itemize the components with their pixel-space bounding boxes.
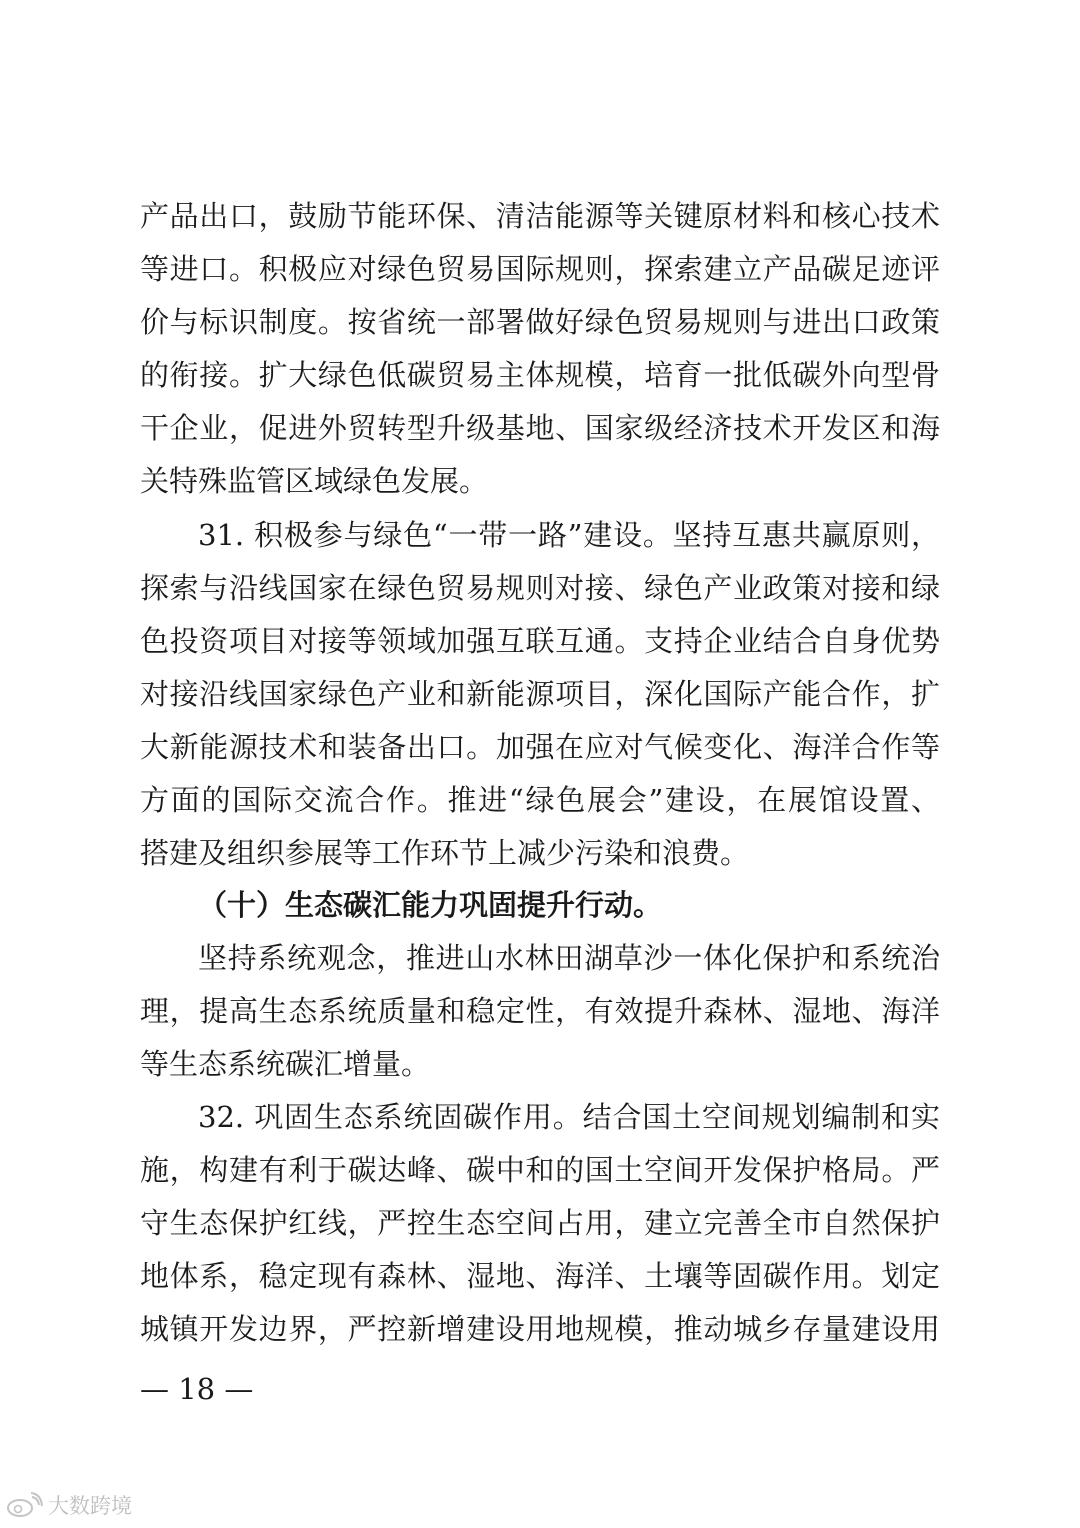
item-32-title-line: 32. 巩固生态系统固碳作用。结合国土空间规划编制和实 bbox=[198, 1100, 940, 1134]
watermark-text: 大数跨境 bbox=[48, 1494, 132, 1518]
text-line-21: 地体系，稳定现有森林、湿地、海洋、土壤等固碳作用。划定 bbox=[140, 1259, 940, 1293]
text-line-10: 对接沿线国家绿色产业和新能源项目，深化国际产能合作，扩 bbox=[140, 677, 940, 711]
text-line-6: 关特殊监管区域绿色发展。 bbox=[140, 464, 489, 498]
text-line-17: 等生态系统碳汇增量。 bbox=[140, 1047, 431, 1081]
watermark bbox=[6, 1490, 132, 1520]
text-line-2: 等进口。积极应对绿色贸易国际规则，探索建立产品碳足迹评 bbox=[140, 252, 940, 286]
text-line-8: 探索与沿线国家在绿色贸易规则对接、绿色产业政策对接和绿 bbox=[140, 571, 940, 605]
text-line-5: 干企业，促进外贸转型升级基地、国家级经济技术开发区和海 bbox=[140, 411, 940, 445]
text-line-4: 的衔接。扩大绿色低碳贸易主体规模，培育一批低碳外向型骨 bbox=[140, 358, 940, 392]
text-line-19: 施，构建有利于碳达峰、碳中和的国土空间开发保护格局。严 bbox=[140, 1153, 940, 1187]
text-line-12: 方面的国际交流合作。推进“绿色展会”建设，在展馆设置、 bbox=[140, 783, 940, 817]
text-line-22: 城镇开发边界，严控新增建设用地规模，推动城乡存量建设用 bbox=[140, 1312, 940, 1346]
section-heading-10: （十）生态碳汇能力巩固提升行动。 bbox=[198, 888, 663, 922]
weibo-logo-icon bbox=[6, 1492, 44, 1518]
text-line-15: 坚持系统观念，推进山水林田湖草沙一体化保护和系统治 bbox=[198, 941, 940, 975]
text-line-11: 大新能源技术和装备出口。加强在应对气候变化、海洋合作等 bbox=[140, 730, 940, 764]
text-line-9: 色投资项目对接等领域加强互联互通。支持企业结合自身优势 bbox=[140, 624, 940, 658]
text-line-1: 产品出口，鼓励节能环保、清洁能源等关键原材料和核心技术 bbox=[140, 199, 940, 233]
text-line-16: 理，提高生态系统质量和稳定性，有效提升森林、湿地、海洋 bbox=[140, 994, 940, 1028]
text-line-13: 搭建及组织参展等工作环节上减少污染和浪费。 bbox=[140, 836, 750, 870]
text-line-3: 价与标识制度。按省统一部署做好绿色贸易规则与进出口政策 bbox=[140, 305, 940, 339]
text-line-20: 守生态保护红线，严控生态空间占用，建立完善全市自然保护 bbox=[140, 1206, 940, 1240]
item-31-title-line: 31. 积极参与绿色“一带一路”建设。坚持互惠共赢原则， bbox=[198, 518, 940, 552]
page-number: — 18 — bbox=[140, 1372, 254, 1406]
